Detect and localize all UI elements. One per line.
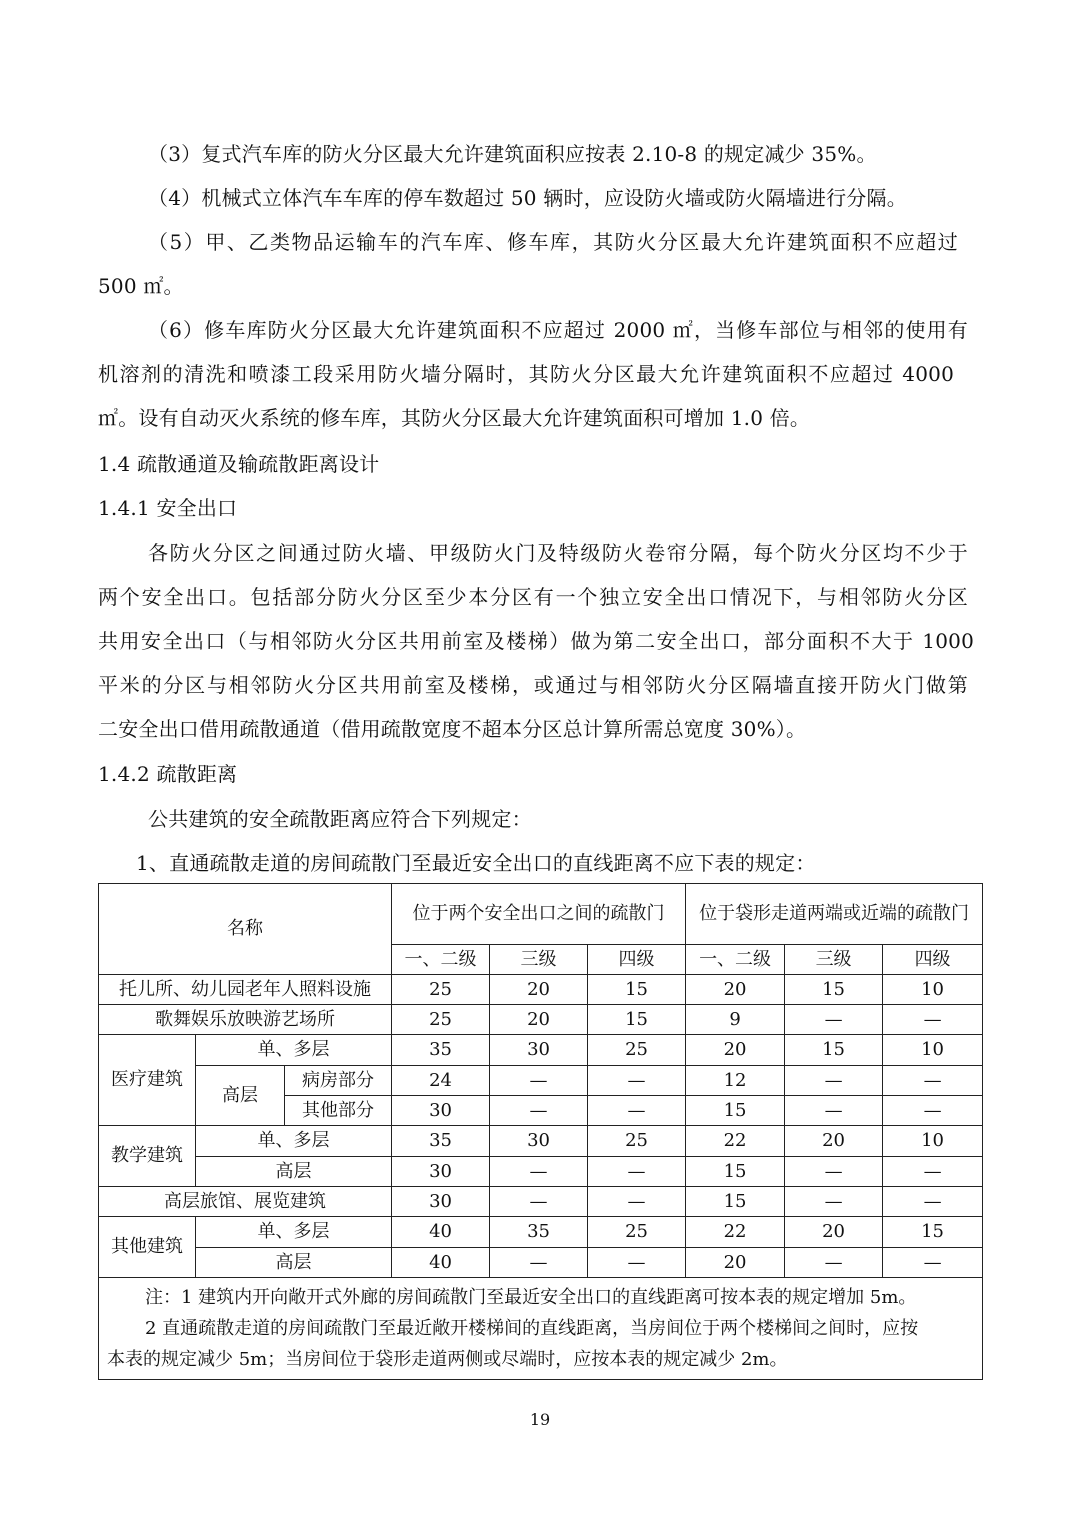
- table-row: [99, 1035, 983, 1066]
- paragraph-4: （4）机械式立体汽车车库的停车数超过 50 辆时，应设防火墙或防火隔墙进行分隔。: [148, 186, 907, 210]
- table-cell: 30: [392, 1157, 490, 1187]
- row-label: 托儿所、幼儿园老年人照料设施: [99, 975, 392, 1005]
- table-cell: 15: [588, 975, 686, 1005]
- exit-paragraph-line-1: 各防火分区之间通过防火墙、甲级防火门及特级防火卷帘分隔，每个防火分区均不少于: [148, 541, 968, 565]
- table-cell: 15: [785, 975, 883, 1005]
- subgroup-label-highrise: 高层: [196, 1066, 285, 1126]
- table-cell: 35: [392, 1035, 490, 1066]
- table-row: [99, 1248, 983, 1278]
- note-3: 本表的规定减少 5m；当房间位于袋形走道两侧或尽端时，应按本表的规定减少 2m。: [107, 1349, 788, 1370]
- table-cell: 25: [392, 1005, 490, 1035]
- rule-1: 1、直通疏散走道的房间疏散门至最近安全出口的直线距离不应下表的规定：: [136, 851, 816, 875]
- table-cell: 25: [588, 1126, 686, 1157]
- table-row: [99, 1217, 983, 1248]
- section-heading-1-4-2: 1.4.2 疏散距离: [98, 762, 238, 786]
- page-number: 19: [529, 1410, 551, 1429]
- table-cell: 15: [686, 1187, 785, 1217]
- table-cell: 22: [686, 1217, 785, 1248]
- table-cell: 30: [392, 1096, 490, 1126]
- paragraph-6-line-3: ㎡。设有自动灭火系统的修车库，其防火分区最大允许建筑面积可增加 1.0 倍。: [98, 406, 811, 430]
- grade-1-2: 一、二级: [392, 945, 490, 975]
- table-cell: 25: [588, 1217, 686, 1248]
- table-cell: —: [785, 1248, 883, 1278]
- public-building-intro: 公共建筑的安全疏散距离应符合下列规定：: [148, 807, 532, 831]
- table-cell: —: [883, 1005, 983, 1035]
- table-cell: —: [785, 1005, 883, 1035]
- row-label: 高层旅馆、展览建筑: [99, 1187, 392, 1217]
- row-label: 病房部分: [285, 1066, 392, 1096]
- table-cell: —: [785, 1096, 883, 1126]
- table-row: [99, 1066, 983, 1096]
- note-2: 2 直通疏散走道的房间疏散门至最近敞开楼梯间的直线距离，当房间位于两个楼梯间之间时，应按: [145, 1318, 919, 1339]
- table-cell: 20: [490, 1005, 588, 1035]
- table-cell: 15: [588, 1005, 686, 1035]
- table-cell: —: [785, 1066, 883, 1096]
- exit-paragraph-line-4: 平米的分区与相邻防火分区共用前室及楼梯，或通过与相邻防火分区隔墙直接开防火门做第: [98, 673, 968, 697]
- table-cell: —: [883, 1187, 983, 1217]
- grade-4: 四级: [883, 945, 983, 975]
- table-cell: —: [490, 1157, 588, 1187]
- table-cell: 24: [392, 1066, 490, 1096]
- group-label-medical: 医疗建筑: [99, 1035, 196, 1126]
- table-row: [99, 1157, 983, 1187]
- group-label-education: 教学建筑: [99, 1126, 196, 1187]
- table-cell: —: [588, 1096, 686, 1126]
- table-cell: —: [490, 1096, 588, 1126]
- table-cell: 20: [686, 975, 785, 1005]
- grade-3: 三级: [490, 945, 588, 975]
- table-cell: —: [588, 1157, 686, 1187]
- table-cell: 12: [686, 1066, 785, 1096]
- row-label: 高层: [196, 1248, 392, 1278]
- header-between-exits: 位于两个安全出口之间的疏散门: [392, 884, 686, 945]
- table-cell: 30: [392, 1187, 490, 1217]
- header-name: 名称: [99, 884, 392, 975]
- exit-paragraph-line-3: 共用安全出口（与相邻防火分区共用前室及楼梯）做为第二安全出口，部分面积不大于 1000: [98, 629, 974, 653]
- table-cell: 30: [490, 1126, 588, 1157]
- table-row: [99, 975, 983, 1005]
- row-label: 单、多层: [196, 1126, 392, 1157]
- table-cell: 20: [490, 975, 588, 1005]
- table-cell: 20: [686, 1248, 785, 1278]
- table-cell: 22: [686, 1126, 785, 1157]
- table-cell: 40: [392, 1217, 490, 1248]
- table-cell: —: [490, 1248, 588, 1278]
- table-cell: 15: [883, 1217, 983, 1248]
- table-cell: 15: [686, 1157, 785, 1187]
- section-heading-1-4: 1.4 疏散通道及输疏散距离设计: [98, 452, 380, 476]
- row-label: 单、多层: [196, 1035, 392, 1066]
- table-header-row: [99, 884, 983, 945]
- table-cell: 10: [883, 975, 983, 1005]
- table-cell: 20: [686, 1035, 785, 1066]
- row-label: 高层: [196, 1157, 392, 1187]
- table-notes-row: [99, 1278, 983, 1380]
- paragraph-5-line-1: （5）甲、乙类物品运输车的汽车库、修车库，其防火分区最大允许建筑面积不应超过: [148, 230, 958, 254]
- evacuation-distance-table: [98, 883, 983, 1380]
- header-bag-corridor: 位于袋形走道两端或近端的疏散门: [686, 884, 983, 945]
- table-cell: 35: [490, 1217, 588, 1248]
- table-cell: 15: [686, 1096, 785, 1126]
- table-row: [99, 1187, 983, 1217]
- table-cell: 25: [588, 1035, 686, 1066]
- table-cell: —: [490, 1066, 588, 1096]
- table-cell: 30: [490, 1035, 588, 1066]
- table-cell: 15: [785, 1035, 883, 1066]
- table-cell: 10: [883, 1035, 983, 1066]
- table-cell: 20: [785, 1126, 883, 1157]
- table-cell: —: [588, 1248, 686, 1278]
- section-heading-1-4-1: 1.4.1 安全出口: [98, 496, 238, 520]
- table-cell: —: [490, 1187, 588, 1217]
- grade-1-2: 一、二级: [686, 945, 785, 975]
- table-cell: 25: [392, 975, 490, 1005]
- group-label-other: 其他建筑: [99, 1217, 196, 1278]
- table-cell: —: [883, 1066, 983, 1096]
- row-label: 单、多层: [196, 1217, 392, 1248]
- table-cell: —: [588, 1066, 686, 1096]
- paragraph-5-line-2: 500 ㎡。: [98, 274, 184, 298]
- table-cell: 35: [392, 1126, 490, 1157]
- table-cell: 20: [785, 1217, 883, 1248]
- paragraph-6-line-2: 机溶剂的清洗和喷漆工段采用防火墙分隔时，其防火分区最大允许建筑面积不应超过 4000: [98, 362, 954, 386]
- grade-3: 三级: [785, 945, 883, 975]
- table-cell: —: [785, 1187, 883, 1217]
- paragraph-6-line-1: （6）修车库防火分区最大允许建筑面积不应超过 2000 ㎡，当修车部位与相邻的使用有: [148, 318, 968, 342]
- exit-paragraph-line-5: 二安全出口借用疏散通道（借用疏散宽度不超本分区总计算所需总宽度 30%）。: [98, 717, 807, 741]
- exit-paragraph-line-2: 两个安全出口。包括部分防火分区至少本分区有一个独立安全出口情况下，与相邻防火分区: [98, 585, 968, 609]
- table-cell: —: [883, 1096, 983, 1126]
- grade-4: 四级: [588, 945, 686, 975]
- table-row: [99, 1126, 983, 1157]
- table-cell: —: [883, 1248, 983, 1278]
- row-label: 歌舞娱乐放映游艺场所: [99, 1005, 392, 1035]
- table-cell: 10: [883, 1126, 983, 1157]
- paragraph-3: （3）复式汽车库的防火分区最大允许建筑面积应按表 2.10-8 的规定减少 35%。: [148, 142, 877, 166]
- table-cell: 40: [392, 1248, 490, 1278]
- row-label: 其他部分: [285, 1096, 392, 1126]
- table-row: [99, 1005, 983, 1035]
- table-cell: 9: [686, 1005, 785, 1035]
- note-1: 注：1 建筑内开向敞开式外廊的房间疏散门至最近安全出口的直线距离可按本表的规定增加 5m。: [145, 1287, 917, 1308]
- table-cell: —: [785, 1157, 883, 1187]
- table-notes: [99, 1278, 983, 1380]
- table-cell: —: [883, 1157, 983, 1187]
- table-cell: —: [588, 1187, 686, 1217]
